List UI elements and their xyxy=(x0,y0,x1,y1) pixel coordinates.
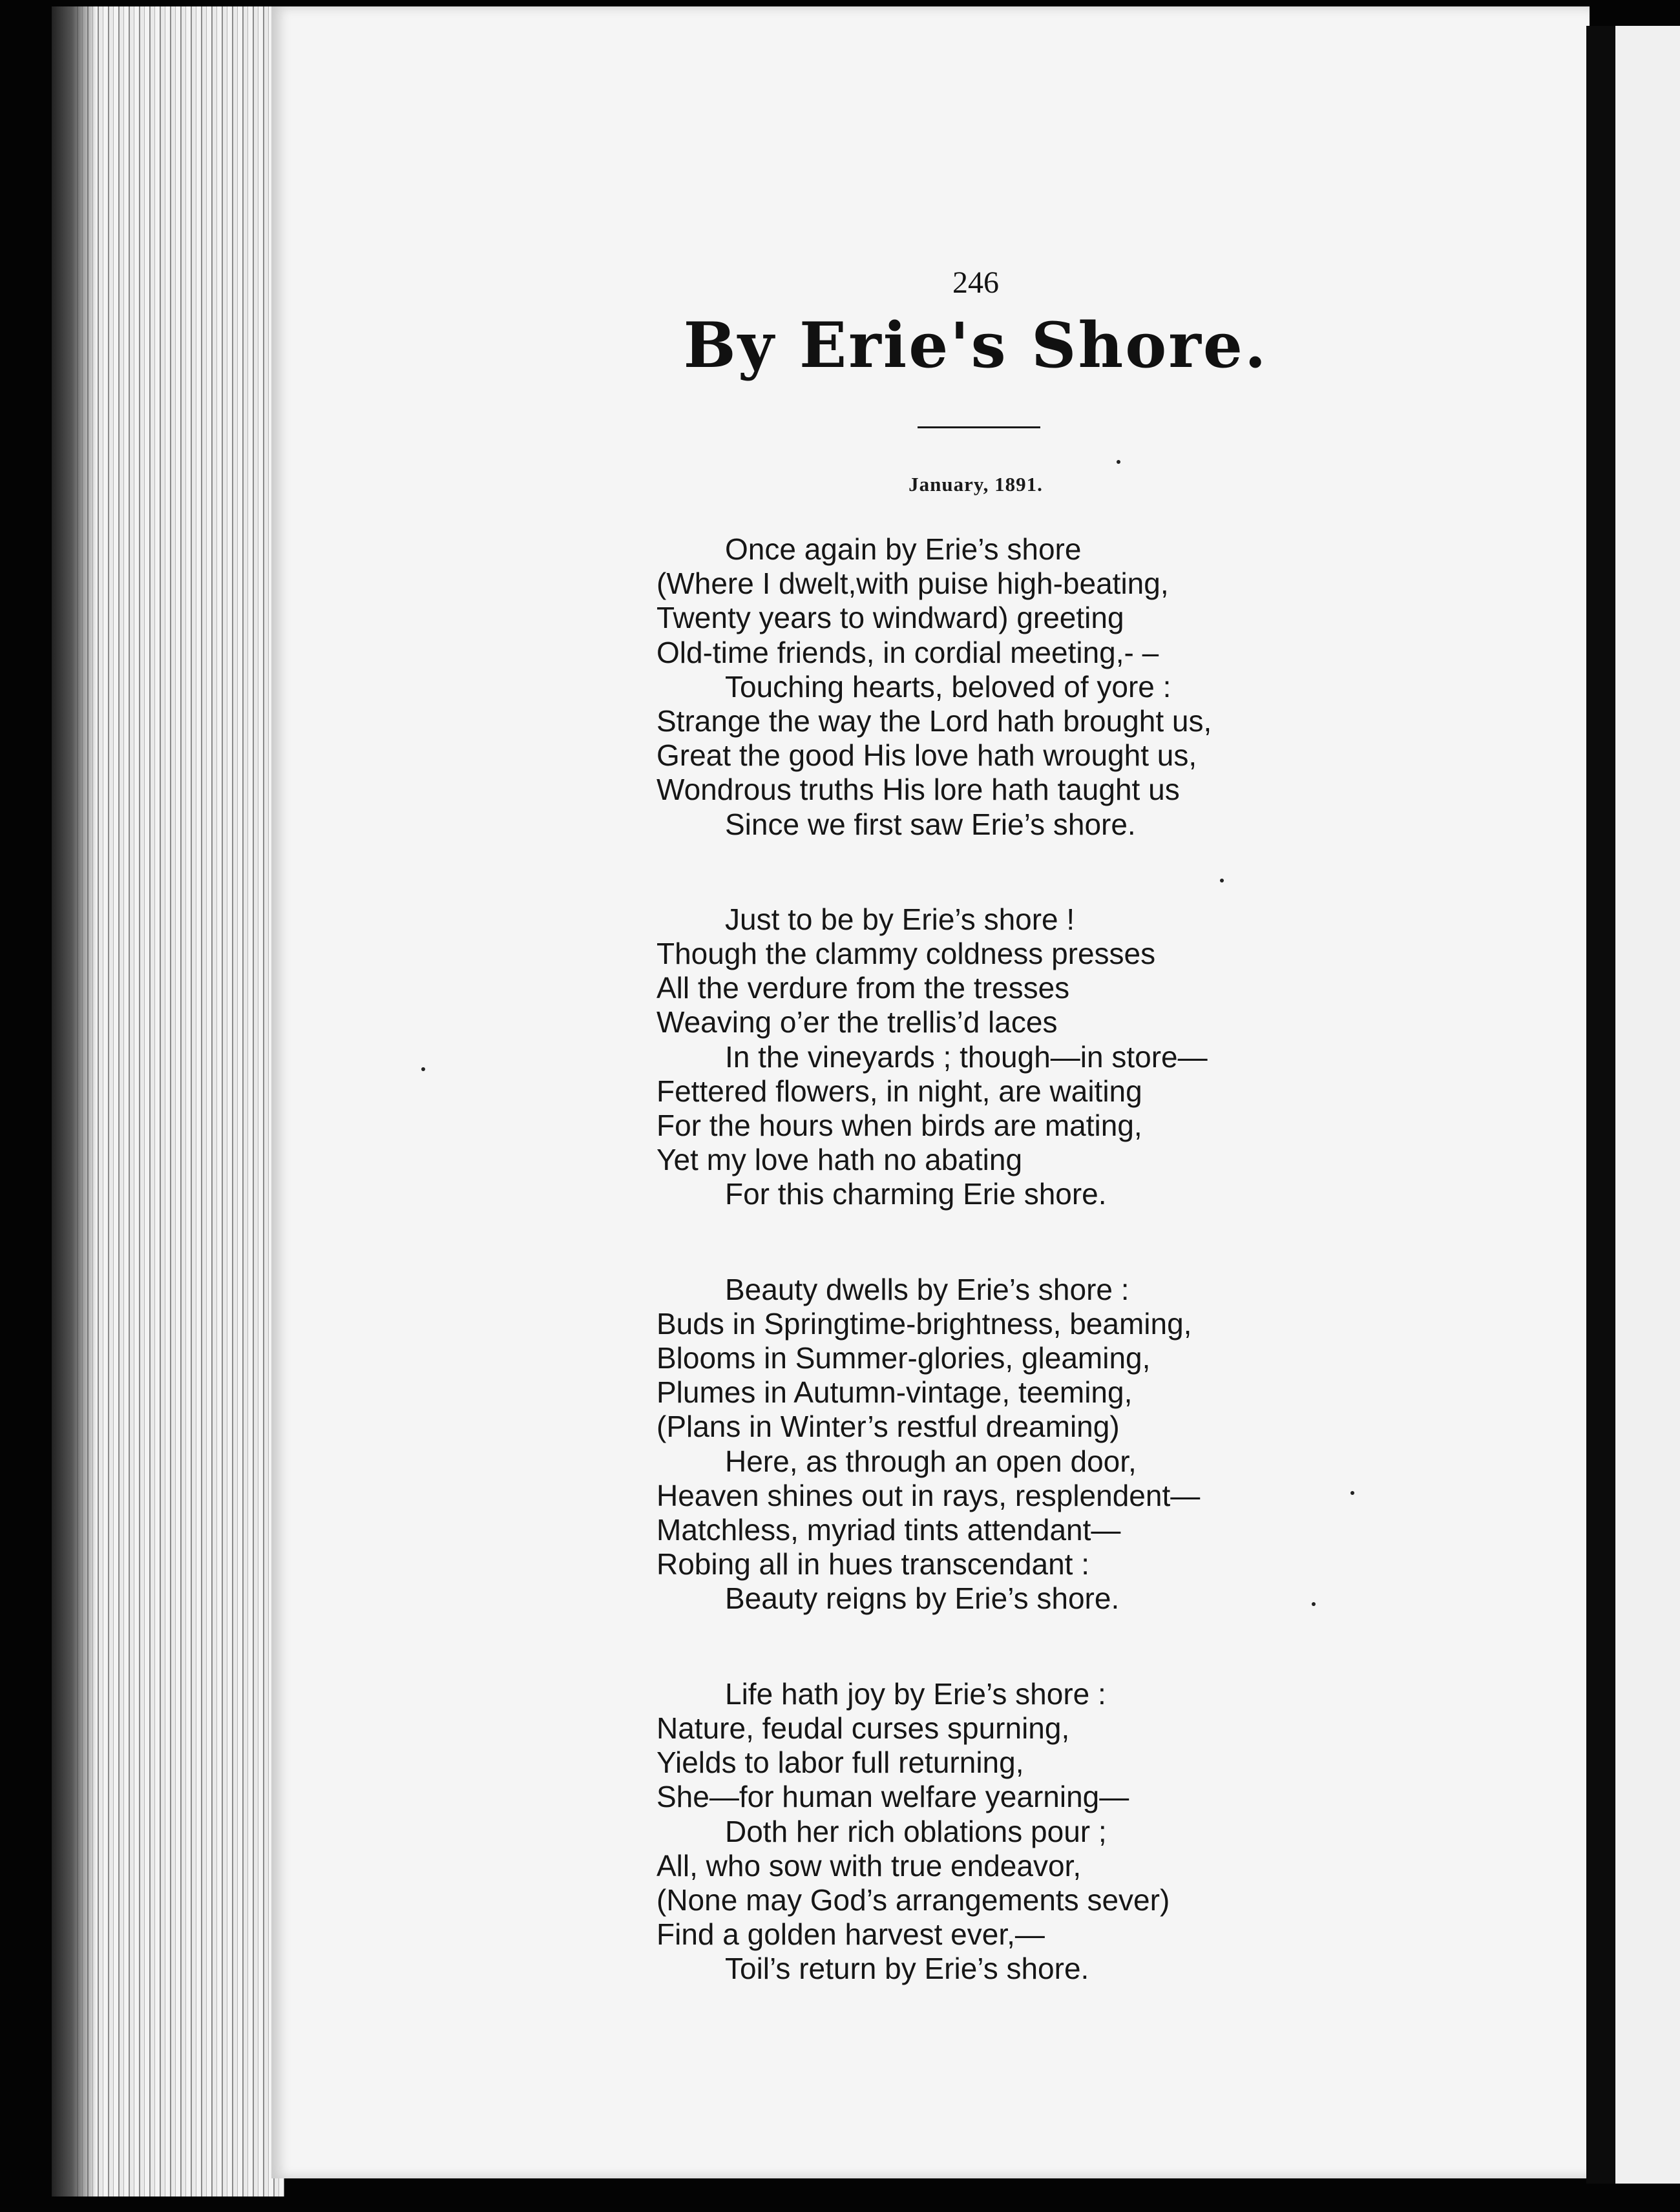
poem-body xyxy=(656,532,1367,1987)
poem-line: Old-time friends, in cordial meeting,- – xyxy=(656,635,1159,669)
poem-line: She—for human welfare yearning— xyxy=(656,1780,1129,1814)
poem-line: Here, as through an open door, xyxy=(725,1444,1137,1478)
poem-line: Plumes in Autumn-vintage, teeming, xyxy=(656,1375,1133,1410)
poem-line: Nature, feudal curses spurning, xyxy=(656,1711,1070,1745)
title-divider xyxy=(918,426,1040,428)
poem-line: Wondrous truths His lore hath taught us xyxy=(656,773,1180,807)
poem-line: Matchless, myriad tints attendant— xyxy=(656,1513,1121,1547)
ink-speck xyxy=(421,1067,425,1071)
ink-speck xyxy=(1350,1491,1354,1495)
poem-line: Yet my love hath no abating xyxy=(656,1143,1023,1177)
poem-line: Just to be by Erie’s shore ! xyxy=(725,902,1075,936)
poem-line: Find a golden harvest ever,— xyxy=(656,1917,1045,1952)
ink-speck xyxy=(1220,879,1224,882)
book-gutter xyxy=(1586,26,1619,2184)
poem-date: January, 1891. xyxy=(908,473,1043,496)
poem-line: Robing all in hues transcendant : xyxy=(656,1547,1089,1581)
poem-line: Though the clammy coldness presses xyxy=(656,937,1156,971)
poem-line: Beauty dwells by Erie’s shore : xyxy=(725,1272,1129,1306)
poem-line: Strange the way the Lord hath brought us, xyxy=(656,704,1212,738)
poem-line: All, who sow with true endeavor, xyxy=(656,1848,1082,1883)
poem-line: Touching hearts, beloved of yore : xyxy=(725,669,1171,704)
poem-line: For the hours when birds are mating, xyxy=(656,1109,1142,1143)
poem-line: (Plans in Winter’s restful dreaming) xyxy=(656,1410,1120,1444)
poem-line: In the vineyards ; though—in store— xyxy=(725,1039,1208,1074)
poem-stanza xyxy=(656,532,1367,842)
poem-line: All the verdure from the tresses xyxy=(656,971,1070,1005)
poem-stanza xyxy=(656,1677,1367,1987)
poem-line: Doth her rich oblations pour ; xyxy=(725,1814,1107,1848)
poem-stanza xyxy=(656,1273,1367,1616)
poem-stanza xyxy=(656,903,1367,1212)
poem-line: Since we first saw Erie’s shore. xyxy=(725,807,1136,841)
poem-line: For this charming Erie shore. xyxy=(725,1177,1107,1211)
poem-line: Life hath joy by Erie’s shore : xyxy=(725,1676,1106,1711)
page-number: 246 xyxy=(952,266,999,300)
poem-line: Heaven shines out in rays, resplendent— xyxy=(656,1478,1201,1512)
book-edge-shadow xyxy=(52,6,97,2196)
poem-line: Toil’s return by Erie’s shore. xyxy=(725,1952,1089,1986)
poem-line: Buds in Springtime-brightness, beaming, xyxy=(656,1306,1192,1341)
poem-title: By Erie's Shore. xyxy=(683,309,1268,382)
poem-line: (None may God’s arrangements sever) xyxy=(656,1883,1170,1917)
poem-line: Weaving o’er the trellis’d laces xyxy=(656,1005,1058,1039)
poem-line: Twenty years to windward) greeting xyxy=(656,601,1124,635)
poem-line: Beauty reigns by Erie’s shore. xyxy=(725,1581,1120,1616)
poem-line: Great the good His love hath wrought us, xyxy=(656,738,1197,773)
poem-line: (Where I dwelt,with puise high-beating, xyxy=(656,567,1169,601)
poem-line: Blooms in Summer-glories, gleaming, xyxy=(656,1341,1151,1375)
poem-line: Fettered flowers, in night, are waiting xyxy=(656,1074,1142,1108)
ink-speck xyxy=(1312,1602,1316,1606)
ink-speck xyxy=(1117,460,1120,464)
poem-line: Once again by Erie’s shore xyxy=(725,532,1082,566)
facing-page-edge xyxy=(1615,26,1680,2184)
poem-line: Yields to labor full returning, xyxy=(656,1746,1024,1780)
